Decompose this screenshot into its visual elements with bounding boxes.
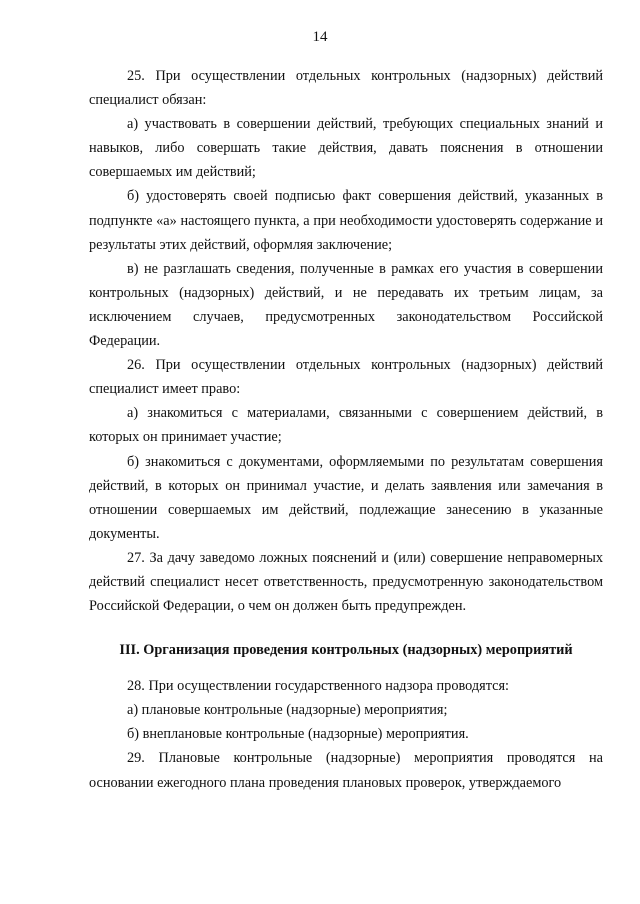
paragraph-29: 29. Плановые контрольные (надзорные) мероприятия проводятся на основании ежегодного плана проведения плановых проверок, утверждаемого <box>89 750 603 791</box>
paragraph-26-a: а) знакомиться с материалами, связанными с совершением действий, в которых он принимает участие; <box>89 405 603 446</box>
paragraph-25-v: в) не разглашать сведения, полученные в рамках его участия в совершении контрольных (надзорных) действий, и не передавать их третьим лицам, за исключением случаев, предусмотренных законодательством Российской Федерации. <box>89 260 603 350</box>
page-number: 14 <box>312 29 328 45</box>
section-heading: III. Организация проведения контрольных (надзорных) мероприятий <box>119 642 573 659</box>
paragraph-26: 26. При осуществлении отдельных контрольных (надзорных) действий специалист имеет право: <box>89 357 603 398</box>
paragraph-25: 25. При осуществлении отдельных контрольных (надзорных) действий специалист обязан: <box>89 68 603 109</box>
paragraph-25-b: б) удостоверять своей подписью факт совершения действий, указанных в подпункте «а» настоящего пункта, а при необходимости удостоверять содержание и результаты этих действий, оформляя заключение; <box>89 188 603 253</box>
paragraph-28-b: б) внеплановые контрольные (надзорные) мероприятия. <box>127 726 469 743</box>
paragraph-28-a: а) плановые контрольные (надзорные) мероприятия; <box>127 702 448 719</box>
paragraph-27: 27. За дачу заведомо ложных пояснений и (или) совершение неправомерных действий специалист несет ответственность, предусмотренную законодательством Российской Федерации, о чем он должен быть предупрежден. <box>89 549 603 615</box>
document-body <box>89 64 603 795</box>
paragraph-28: 28. При осуществлении государственного надзора проводятся: <box>127 678 510 695</box>
paragraph-25-a: а) участвовать в совершении действий, требующих специальных знаний и навыков, либо совершать такие действия, давать пояснения в отношении совершаемых им действий; <box>89 116 603 181</box>
paragraph-26-b: б) знакомиться с документами, оформляемыми по результатам совершения действий, в которых он принимал участие, и делать заявления или замечания в отношении совершаемых им действий, подлежащие занесению в указанные документы. <box>89 453 603 542</box>
